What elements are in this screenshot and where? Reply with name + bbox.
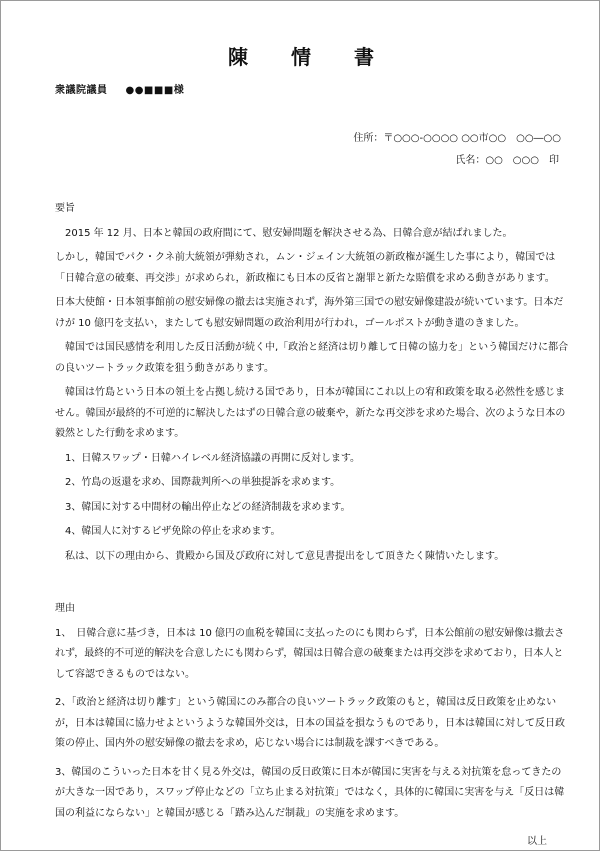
summary-paragraph: 日本大使館・日本領事館前の慰安婦像の撤去は実施されず，海外第三国での慰安婦像建設が続いています。日本だけが 10 億円を支払い，またしても慰安婦問題の政治利用が行われ，ゴールポストが動き遣のきました。 (55, 297, 564, 329)
sender-address: 住所：〒○○○-○○○○ ○○市○○ ○○―○○ (353, 133, 561, 144)
addressee-role: 衆議院議員 (55, 85, 108, 96)
summary-heading: 要旨 (55, 203, 75, 214)
request-statement: 私は、以下の理由から、貴殿から国及び政府に対して意見書提出をして頂きたく陳情いたします。 (65, 550, 505, 562)
request-item: 2、竹島の返還を求め、国際裁判所への単独提訴を求めます。 (65, 477, 341, 488)
sender-block (353, 128, 561, 172)
addressee-line (55, 81, 184, 96)
reason-paragraph: 2、「政治と経済は切り離す」という韓国にのみ都合の良いツートラック政策のもと，韓国は反日政策を止めないが，日本は韓国に協力せよというような韓国外交は，日本の国益を損なうものであり，日本は韓国に対して反日政策の停止、国内外の慰安婦像の撤去を求め，応じない場合には制裁を課すべきである。 (55, 697, 565, 749)
document-body (55, 199, 571, 853)
reason-paragraph: 3、韓国のこういった日本を甘く見る外交は，韓国の反日政策に日本が韓国に実害を与える対抗策を怠ってきたのが大きな一因であり，スワップ停止などの「立ち止まる対抗策」ではなく，具体的に韓国に実害を与え「反日は韓国の利益にならない」と韓国が感じる「踏み込んだ制裁」の実施を求めます。 (55, 766, 565, 819)
summary-paragraph: 2015 年 12 月、日本と韓国の政府間にて、慰安婦問題を解決させる為、日韓合意が結ばれました。 (65, 227, 513, 239)
summary-paragraph: 韓国では国民感情を利用した反日活動が続く中,「政治と経済は切り離して日韓の協力を」という韓国だけに都合の良いツートラック政策を狙う動きがあります。 (55, 342, 569, 374)
document-title: 陳 情 書 (228, 45, 392, 69)
summary-paragraph: しかし，韓国でパク・クネ前大統領が弾劾され，ムン・ジェイン大統領の新政権が誕生した事により，韓国では「日韓合意の破棄、再交渉」が求められ，新政権にも日本の反省と謝罪と新たな賠償を求める動きがあります。 (55, 252, 556, 284)
request-item: 4、韓国人に対するビザ免除の停止を求めます。 (65, 526, 281, 537)
addressee-name: ●●■■■様 (125, 85, 185, 96)
request-item: 1、日韓スワップ・日韓ハイレベル経済協議の再開に反対します。 (65, 452, 361, 464)
sender-name: 氏名：○○ ○○○ 印 (455, 155, 559, 166)
reasons-heading: 理由 (55, 603, 75, 614)
request-item: 3、韓国に対する中間材の輸出停止などの経済制裁を求めます。 (65, 501, 351, 513)
reason-paragraph: 1、 日韓合意に基づき，日本は 10 億円の血税を韓国に支払ったのにも関わらず，日本公館前の慰安婦像は撤去されず，最終的不可逆的解決を合意したにも関わらず，韓国は日韓合意の破棄または再交渉を求めており，日本人として容認できるものではない。 (55, 627, 565, 680)
summary-paragraph: 韓国は竹島という日本の領土を占拠し続ける国であり，日本が韓国にこれ以上の宥和政策を取る必然性を感じません。韓国が最終的不可逆的に解決したはずの日韓合意の破棄や，新たな再交渉を求めた場合、次のような日本の毅然とした行動を求めます。 (55, 387, 566, 439)
closing-mark: 以上 (527, 836, 547, 847)
